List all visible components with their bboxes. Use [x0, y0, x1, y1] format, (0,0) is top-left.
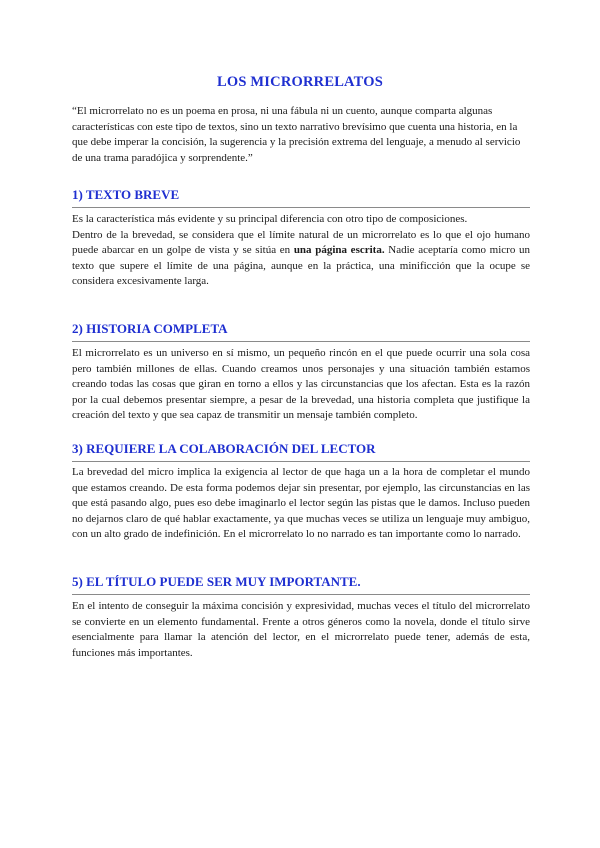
section-body-colaboracion-lector: La brevedad del micro implica la exigencia al lector de que haga un a la hora de completar el mundo que estamos creando. De esta forma podemos dejar sin presentar, por ejemplo, las circunstancias en las que está pasando algo, pues eso debe imaginarlo el lector según las pistas que le damos. Incluso pueden no dejarnos claro de qué hablar exactamente, ya que muchas veces se utiliza un lenguaje muy ambiguo, con un alto grado de indefinición. En el microrrelato lo no narrado es tan importante como lo narrado. — [72, 466, 530, 540]
paragraph — [72, 228, 530, 290]
section-heading-colaboracion-lector: 3) REQUIERE LA COLABORACIÓN DEL LECTOR — [72, 441, 530, 462]
section-heading-historia-completa: 2) HISTORIA COMPLETA — [72, 321, 530, 342]
section-body-historia-completa: El microrrelato es un universo en sí mismo, un pequeño rincón en el que puede ocurrir una sola cosa pero también millones de ellas. Cuando creamos unos personajes y una situación también estamos creando todas las cosas que giran en torno a ellos y las circunstancias que los afectan. Esta es la razón por la cual debemos presentar siempre, a pesar de la brevedad, una historia completa que justifique la creación del texto y que sea capaz de transmitir un mensaje también completo. — [72, 347, 530, 421]
paragraph: Es la característica más evidente y su principal diferencia con otro tipo de composiciones. — [72, 213, 468, 225]
intro-quote: “El microrrelato no es un poema en prosa, ni una fábula ni un cuento, aunque comparta algunas características con este tipo de textos, sino un texto narrativo brevísimo que cuenta una historia, en la que debe imperar la concisión, la sugerencia y la precisión extrema del lenguaje, a menudo al servicio de una trama paradójica y sorprendente.” — [72, 105, 521, 164]
section-body-texto-breve — [72, 212, 530, 290]
section-body-titulo-importante: En el intento de conseguir la máxima concisión y expresividad, muchas veces el título del microrrelato se convierte en un elemento fundamental. Frente a otros géneros como la novela, donde el título sirve esencialmente para llamar la atención del lector, en el microrrelato puede tener, además de esta, funciones más importantes. — [72, 600, 530, 659]
section-heading-texto-breve: 1) TEXTO BREVE — [72, 187, 530, 208]
paragraph-text: Nadie aceptaría como micro un texto que supere el límite de una página, aunque en la práctica, una minificción que la ocupe se considera excesivamente larga. — [72, 244, 530, 287]
emphasis-text: una página escrita. — [293, 244, 385, 256]
page-title: LOS MICRORRELATOS — [216, 74, 384, 90]
section-heading-titulo-importante: 5) EL TÍTULO PUEDE SER MUY IMPORTANTE. — [72, 574, 530, 595]
paragraph-text: Dentro de la brevedad, se considera que el límite natural de un microrrelato es lo que el ojo humano puede abarcar en un golpe de vista y se sitúa en — [72, 228, 530, 256]
